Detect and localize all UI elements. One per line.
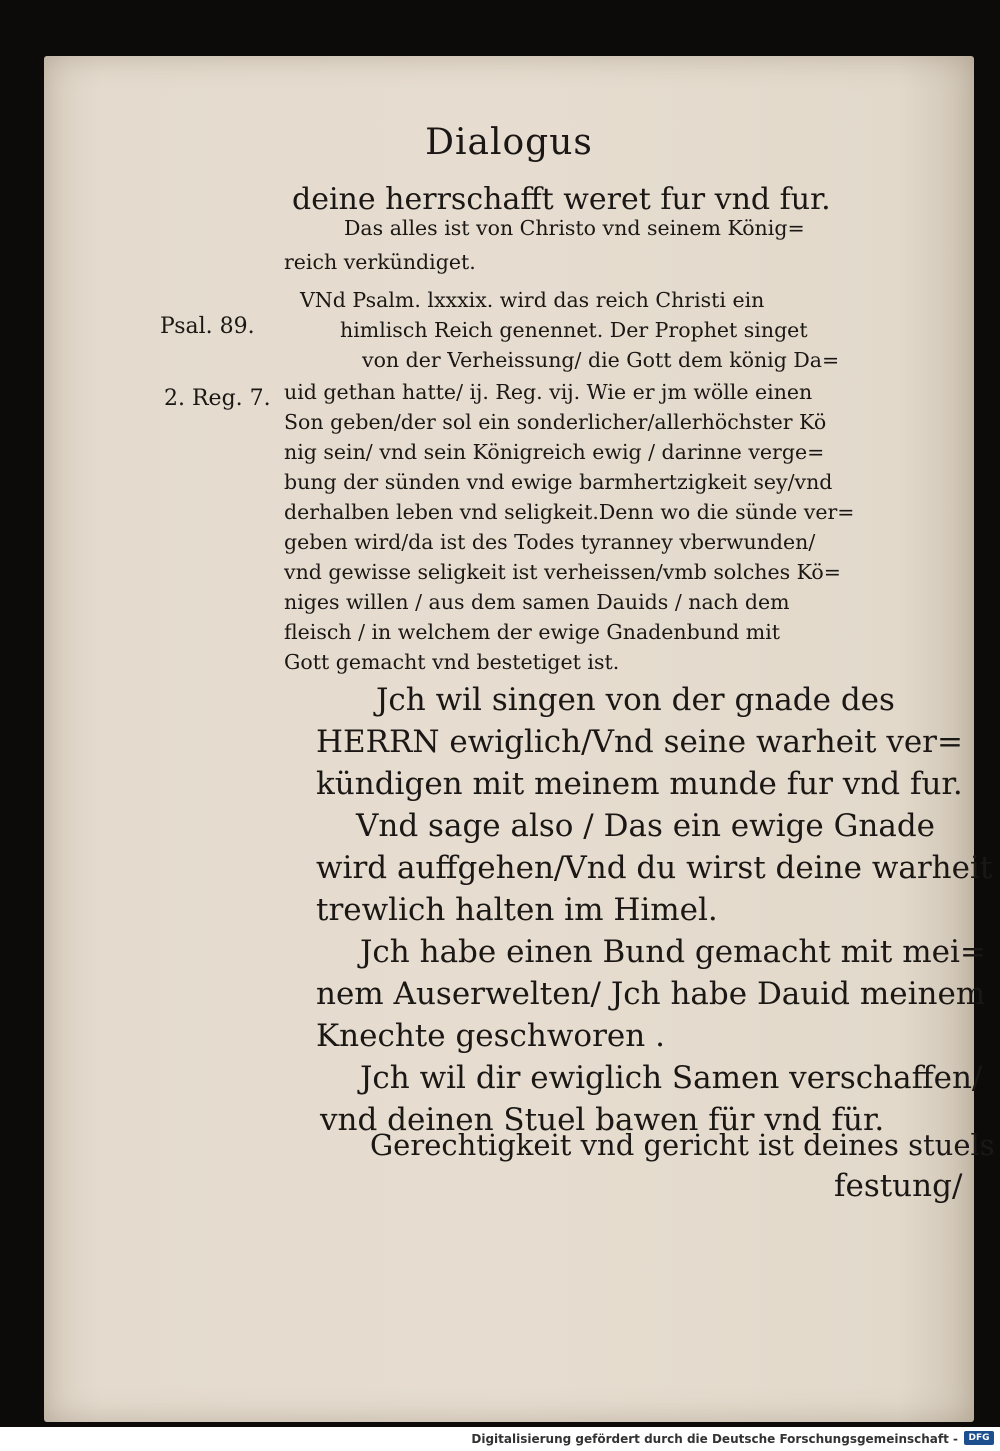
psalm-line: kündigen mit meinem munde fur vnd fur. [316, 766, 963, 802]
text-line: himlisch Reich genennet. Der Prophet singet [340, 318, 808, 342]
psalm-line: Gerechtigkeit vnd gericht ist deines stuels [370, 1128, 995, 1162]
psalm-line: nem Auserwelten/ Jch habe Dauid meinem [316, 976, 986, 1012]
text-line: reich verkündiget. [284, 250, 476, 274]
text-line: Gott gemacht vnd bestetiget ist. [284, 650, 620, 674]
text-line: nig sein/ vnd sein Königreich ewig / darinne verge= [284, 440, 825, 464]
text-line: niges willen / aus dem samen Dauids / nach dem [284, 590, 790, 614]
psalm-line: Jch wil dir ewiglich Samen verschaffen/ [360, 1060, 983, 1096]
psalm-line: Vnd sage also / Das ein ewige Gnade [356, 808, 936, 844]
margin-note: Psal. 89. [160, 314, 255, 339]
page-header: Dialogus [425, 122, 593, 163]
catchword: festung/ [834, 1168, 963, 1204]
margin-note: 2. Reg. 7. [164, 386, 271, 411]
text-line: uid gethan hatte/ ij. Reg. vij. Wie er jm wölle einen [284, 380, 813, 404]
psalm-line: HERRN ewiglich/Vnd seine warheit ver= [316, 724, 963, 760]
book-page [44, 56, 995, 1422]
text-line: Son geben/der sol ein sonderlicher/allerhöchster Kö [284, 410, 827, 434]
text-line: vnd gewisse seligkeit ist verheissen/vmb solches Kö= [284, 560, 841, 584]
text-line: fleisch / in welchem der ewige Gnadenbund mit [284, 620, 781, 644]
psalm-line: Knechte geschworen . [316, 1018, 665, 1054]
text-line: von der Verheissung/ die Gott dem könig Da= [362, 348, 840, 372]
footer-bar [0, 1427, 1000, 1451]
psalm-line: Jch habe einen Bund gemacht mit mei= [360, 934, 986, 970]
text-line: bung der sünden vnd ewige barmhertzigkeit sey/vnd [284, 470, 833, 494]
text-line: deine herrschafft weret fur vnd fur. [292, 182, 831, 217]
psalm-line: wird auffgehen/Vnd du wirst deine warheit [316, 850, 993, 886]
dfg-logo: DFG [964, 1431, 994, 1445]
text-line: Das alles ist von Christo vnd seinem König= [344, 216, 805, 240]
text-line: geben wird/da ist des Todes tyranney vberwunden/ [284, 530, 816, 554]
psalm-line: Jch wil singen von der gnade des [376, 682, 895, 718]
text-line: VNd Psalm. lxxxix. wird das reich Christi ein [300, 288, 765, 312]
text-line: derhalben leben vnd seligkeit.Denn wo die sünde ver= [284, 500, 855, 524]
psalm-line: vnd deinen Stuel bawen für vnd für. [320, 1102, 885, 1138]
footer-credit: Digitalisierung gefördert durch die Deutsche Forschungsgemeinschaft - [471, 1432, 958, 1446]
psalm-line: trewlich halten im Himel. [316, 892, 718, 928]
